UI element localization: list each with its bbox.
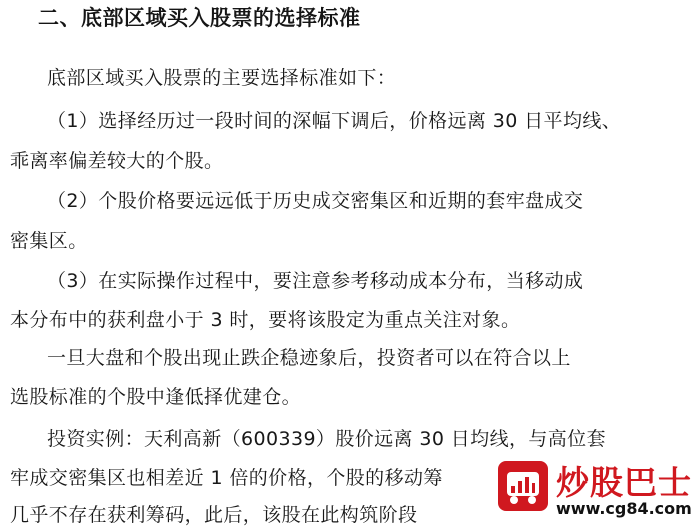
paragraph-line: 选股标准的个股中逢低择优建仓。 — [10, 386, 302, 408]
paragraph-line: （1）选择经历过一段时间的深幅下调后，价格远离 30 日平均线、 — [47, 110, 622, 132]
paragraph-line: 牢成交密集区也相差近 1 倍的价格，个股的移动筹 — [10, 467, 443, 489]
paragraph-line: 底部区域买入股票的主要选择标准如下： — [47, 67, 397, 89]
paragraph-line: 本分布中的获利盘小于 3 时，要将该股定为重点关注对象。 — [10, 309, 521, 331]
paragraph-line: 乖离率偏差较大的个股。 — [10, 150, 224, 172]
paragraph-line: 投资实例：天利高新（600339）股价远离 30 日均线，与高位套 — [47, 428, 606, 450]
paragraph-line: （3）在实际操作过程中，要注意参考移动成本分布，当移动成 — [47, 270, 584, 292]
bus-chart-icon — [498, 461, 548, 511]
site-watermark — [492, 455, 700, 525]
watermark-brand: 炒股巴士 — [556, 463, 692, 502]
section-heading: 二、底部区域买入股票的选择标准 — [38, 6, 361, 30]
paragraph-line: 一旦大盘和个股出现止跌企稳迹象后，投资者可以在符合以上 — [47, 347, 571, 369]
paragraph-line: （2）个股价格要远远低于历史成交密集区和近期的套牢盘成交 — [47, 190, 584, 212]
paragraph-line: 几乎不存在获利筹码，此后，该股在此构筑阶段 — [10, 504, 418, 526]
paragraph-line: 密集区。 — [10, 230, 88, 252]
watermark-url: www.cg84.com — [556, 499, 692, 518]
